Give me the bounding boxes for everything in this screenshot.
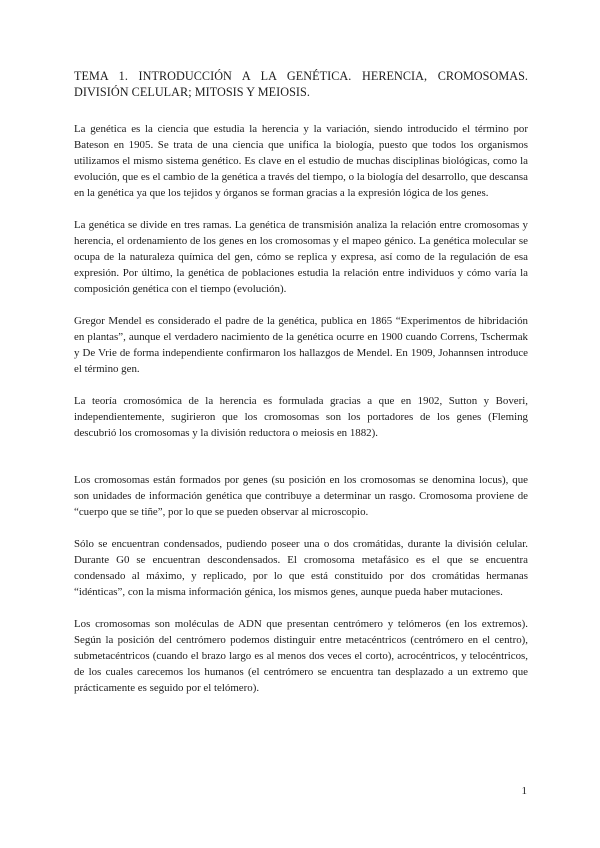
paragraph-chromosome-theory: La teoría cromosómica de la herencia es formulada gracias a que en 1902, Sutton y Boveri, independientemente, sugirieron que los cromosomas son los portadores de los genes (Fleming descubrió los cromosomas y la división reductora o meiosis en 1882). xyxy=(74,395,528,439)
document-title: TEMA 1. INTRODUCCIÓN A LA GENÉTICA. HERENCIA, CROMOSOMAS. DIVISIÓN CELULAR; MITOSIS Y MEIOSIS. xyxy=(74,69,528,99)
paragraph-chromosome-genes: Los cromosomas están formados por genes (su posición en los cromosomas se denomina locus), que son unidades de información genética que contribuye a determinar un rasgo. Cromosoma proviene de “cuerpo que se tiñe”, por lo que se pueden observar al microscopio. xyxy=(74,474,528,518)
page-number: 1 xyxy=(521,785,527,797)
paragraph-mendel: Gregor Mendel es considerado el padre de la genética, publica en 1865 “Experimentos de hibridación en plantas”, aunque el verdadero nacimiento de la genética ocurre en 1900 cuando Correns, Tschermak y De Vrie de forma independiente confirmaron los hallazgos de Mendel. En 1909, Johannsen introduce el término gen. xyxy=(74,315,528,375)
paragraph-genetics-branches: La genética se divide en tres ramas. La genética de transmisión analiza la relación entre cromosomas y herencia, el ordenamiento de los genes en los cromosomas y el mapeo génico. La genética molecular se ocupa de la naturaleza química del gen, cómo se replica y expresa, así como de la regulación de esa expresión. Por último, la genética de poblaciones estudia la relación entre individuos y cómo varía la composición genética con el tiempo (evolución). xyxy=(74,219,528,295)
paragraph-condensation: Sólo se encuentran condensados, pudiendo poseer una o dos cromátidas, durante la división celular. Durante G0 se encuentran descondensados. El cromosoma metafásico es el que se encuentra condensado al máximo, y replicado, por lo que está constituido por dos cromátidas hermanas “idénticas”, con la misma información génica, los mismos genes, aunque pueda haber mutaciones. xyxy=(74,538,528,598)
page-content xyxy=(74,68,528,712)
paragraph-genetics-definition: La genética es la ciencia que estudia la herencia y la variación, siendo introducido el término por Bateson en 1905. Se trata de una ciencia que unifica la biología, puesto que todos los organismos utilizamos el mismo sistema genético. Es clave en el estudio de muchas disciplinas biológicas, como la evolución, que es el cambio de la genética a través del tiempo, o la biología del desarrollo, que descansa en la genética ya que los tejidos y órganos se forman gracias a la expresión lógica de los genes. xyxy=(74,123,528,199)
paragraph-centromere-types: Los cromosomas son moléculas de ADN que presentan centrómero y telómeros (en los extremos). Según la posición del centrómero podemos distinguir entre metacéntricos (centrómero en el centro), submetacéntricos (cuando el brazo largo es al menos dos veces el corto), acrocéntricos, y telocéntricos, de los cuales carecemos los humanos (el centrómero se encuentra tan desplazado a un extremo que prácticamente es seguido por el telómero). xyxy=(74,618,528,694)
